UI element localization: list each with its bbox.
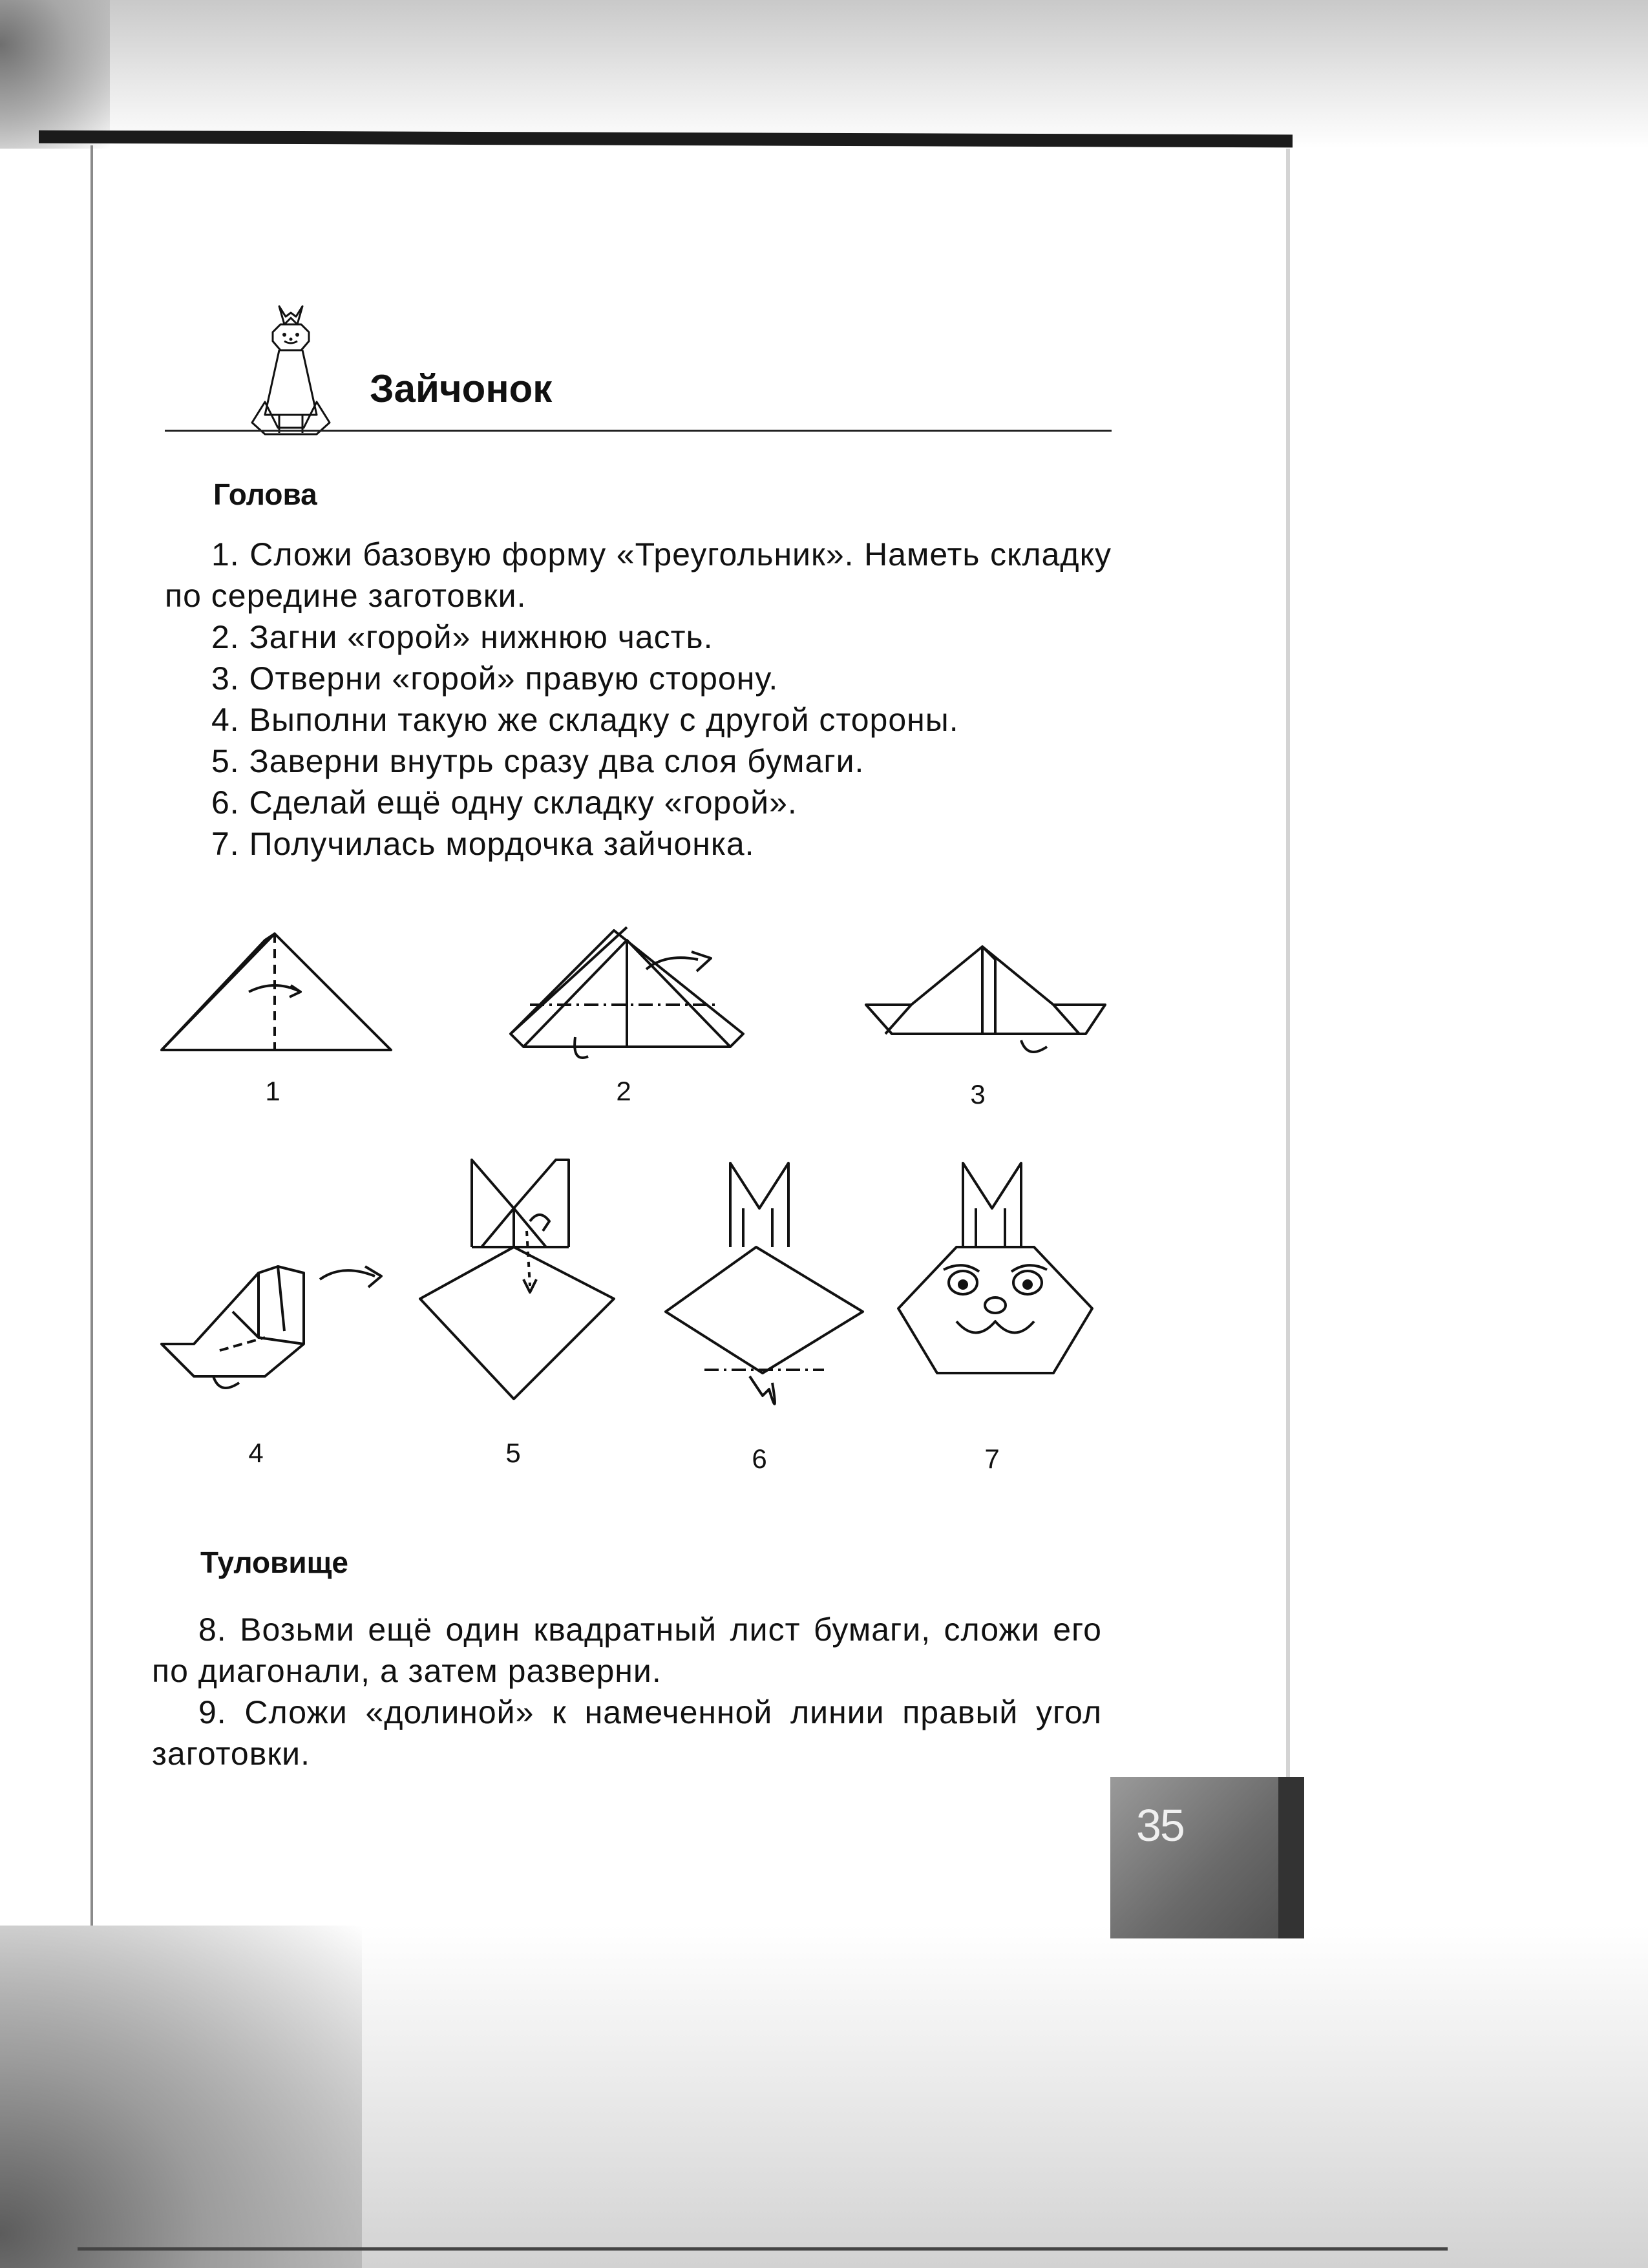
- figure-number-3: 3: [970, 1079, 986, 1109]
- step-4: 4. Выполни такую же складку с другой стороны.: [211, 702, 959, 738]
- step-6: 6. Сделай ещё одну складку «горой».: [211, 784, 798, 821]
- step-3: 3. Отверни «горой» правую сторону.: [211, 660, 779, 697]
- figure-number-4: 4: [248, 1438, 264, 1468]
- figure-number-5: 5: [505, 1438, 521, 1468]
- bunny-title-icon: [239, 299, 343, 441]
- page-left-edge: [90, 145, 93, 1974]
- scan-shadow-bottom-corner: [0, 1926, 362, 2268]
- page-right-edge: [1286, 149, 1290, 1932]
- figure-number-6: 6: [752, 1444, 767, 1474]
- fold-diagram-2: [511, 927, 743, 1058]
- figure-number-1: 1: [265, 1076, 280, 1106]
- scan-shadow-top: [0, 0, 1648, 149]
- page-number-badge: [1110, 1777, 1304, 1938]
- head-steps-list: [165, 534, 1112, 865]
- fold-diagram-4: [162, 1266, 381, 1388]
- page-bottom-border: [78, 2247, 1448, 2251]
- section-heading-head: Голова: [213, 478, 317, 511]
- step-7: 7. Получилась мордочка зайчонка.: [211, 826, 755, 862]
- step-9: 9. Сложи «долиной» к намеченной линии правый угол заготовки.: [152, 1694, 1102, 1772]
- fold-diagram-1: [155, 914, 401, 1069]
- fold-diagram-3: [866, 947, 1105, 1052]
- body-steps-list: [152, 1609, 1102, 1774]
- step-1: 1. Сложи базовую форму «Треугольник». Наметь складку по середине заготовки.: [165, 536, 1112, 614]
- page-number: 35: [1136, 1800, 1184, 1851]
- figure-number-7: 7: [984, 1444, 1000, 1474]
- fold-diagram-5: [420, 1160, 614, 1399]
- fold-diagram-7: [898, 1163, 1092, 1373]
- figure-number-2: 2: [616, 1076, 631, 1106]
- scan-shadow-corner: [0, 0, 110, 149]
- section-heading-body: Туловище: [200, 1546, 348, 1579]
- step-5: 5. Заверни внутрь сразу два слоя бумаги.: [211, 743, 865, 779]
- step-8: 8. Возьми ещё один квадратный лист бумаги, сложи его по диагонали, а затем разверни.: [152, 1612, 1102, 1689]
- title-underline: [165, 430, 1112, 432]
- page-title: Зайчонок: [370, 367, 553, 410]
- step-2: 2. Загни «горой» нижнюю часть.: [211, 619, 713, 655]
- fold-diagram-6: [666, 1163, 863, 1404]
